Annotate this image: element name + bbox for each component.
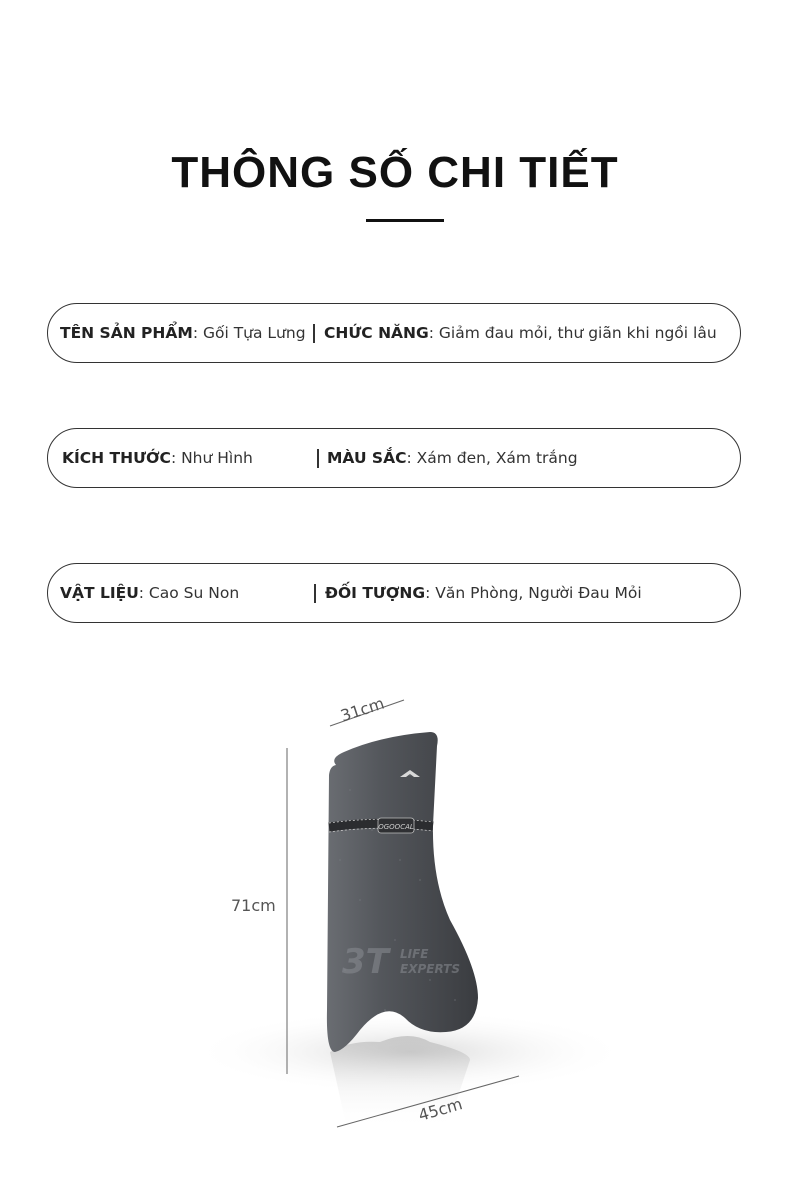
- spec-label-color: MÀU SẮC: [327, 449, 407, 467]
- spec-value-size: : Như Hình: [170, 449, 253, 467]
- spec-divider: [314, 584, 316, 603]
- spec-row-name-function: [47, 303, 741, 363]
- height-dimension-label: 71cm: [231, 896, 276, 915]
- spec-value-material: : Cao Su Non: [138, 584, 240, 602]
- product-badge-text: OGOOCAL: [378, 823, 414, 831]
- pillow-body: [327, 732, 478, 1052]
- spec-label-size: KÍCH THƯỚC: [62, 449, 171, 467]
- spec-color: [327, 429, 578, 487]
- width-dimension-label: 31cm: [338, 693, 387, 726]
- watermark-line2: EXPERTS: [400, 962, 460, 976]
- product-dimension-figure: [0, 680, 790, 1190]
- page-title: THÔNG SỐ CHI TIẾT: [171, 148, 619, 197]
- spec-audience: [325, 564, 642, 622]
- watermark-mark: 3T: [342, 942, 389, 982]
- spec-product-name: [60, 304, 306, 362]
- watermark-line1: LIFE: [400, 947, 429, 961]
- spec-label-product-name: TÊN SẢN PHẨM: [60, 324, 193, 342]
- spec-row-material-audience: [47, 563, 741, 623]
- spec-divider: [317, 449, 319, 468]
- spec-material: [60, 564, 239, 622]
- spec-label-material: VẬT LIỆU: [60, 584, 139, 602]
- spec-size: [62, 429, 253, 487]
- spec-row-size-color: [47, 428, 741, 488]
- spec-label-audience: ĐỐI TƯỢNG: [325, 584, 426, 602]
- product-illustration: [0, 680, 790, 1190]
- spec-value-audience: : Văn Phòng, Người Đau Mỏi: [425, 584, 642, 602]
- spec-label-function: CHỨC NĂNG: [324, 324, 429, 342]
- title-underline: [366, 219, 444, 222]
- spec-function: [324, 304, 717, 362]
- depth-dimension-label: 45cm: [416, 1094, 465, 1125]
- spec-value-color: : Xám đen, Xám trắng: [406, 449, 578, 467]
- spec-value-function: : Giảm đau mỏi, thư giãn khi ngồi lâu: [428, 324, 717, 342]
- spec-divider: [313, 324, 315, 343]
- spec-value-product-name: : Gối Tựa Lưng: [192, 324, 306, 342]
